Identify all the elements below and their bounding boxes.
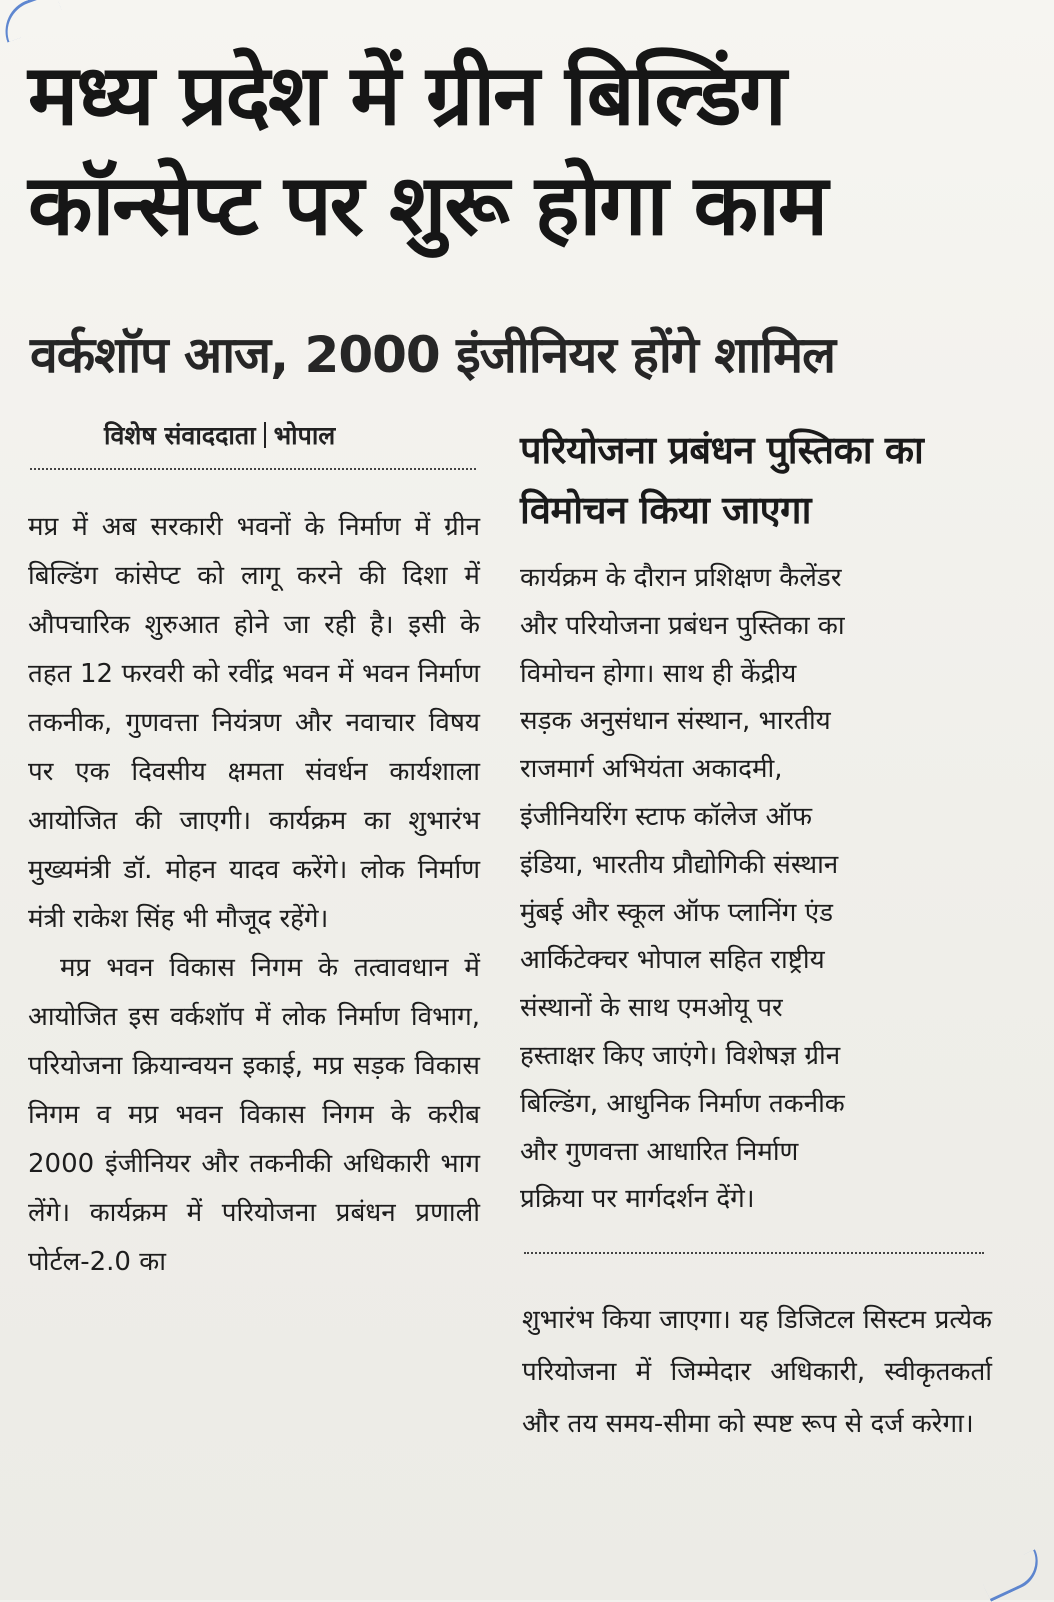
- subheadline: वर्कशॉप आज, 2000 इंजीनियर होंगे शामिल: [30, 326, 836, 384]
- byline-city: भोपाल: [273, 421, 336, 450]
- dotted-divider: [30, 468, 476, 470]
- body-line: राजमार्ग अभियंता अकादमी,: [520, 754, 783, 785]
- right-column: [520, 555, 982, 1224]
- body-line: इंजीनियरिंग स्टाफ कॉलेज ऑफ: [520, 801, 813, 832]
- dotted-divider: [524, 1252, 984, 1254]
- byline: [104, 416, 335, 456]
- body-paragraph: मप्र में अब सरकारी भवनों के निर्माण में ग्रीन बिल्डिंग कांसेप्ट को लागू करने की दिशा में औपचारिक शुरुआत होने जा रही है। इसी के तहत 12 फरवरी को रवींद्र भवन में भवन निर्माण तकनीक, गुणवत्ता नियंत्रण और नवाचार विषय पर एक दिवसीय क्षमता संवर्धन कार्यशाला आयोजित की जाएगी। कार्यक्रम का शुभारंभ मुख्यमंत्री डॉ. मोहन यादव करेंगे। लोक निर्माण मंत्री राकेश सिंह भी मौजूद रहेंगे।: [28, 512, 480, 934]
- body-line: सड़क अनुसंधान संस्थान, भारतीय: [520, 706, 831, 737]
- body-line: और गुणवत्ता आधारित निर्माण: [520, 1136, 799, 1167]
- headline: मध्य प्रदेश में ग्रीन बिल्डिंग कॉन्सेप्ट पर शुरू होगा काम: [28, 46, 827, 254]
- body-line: विमोचन होगा। साथ ही केंद्रीय: [520, 658, 797, 689]
- body-line: हस्ताक्षर किए जाएंगे। विशेषज्ञ ग्रीन: [520, 1040, 841, 1071]
- right-column-continuation: [522, 1294, 992, 1450]
- pen-mark: [0, 0, 66, 43]
- right-column-subhead: परियोजना प्रबंधन पुस्तिका का विमोचन किया जाएगा: [520, 428, 924, 532]
- byline-author: विशेष संवाददाता: [104, 421, 256, 450]
- body-line: कार्यक्रम के दौरान प्रशिक्षण कैलेंडर: [520, 563, 842, 593]
- body-line: इंडिया, भारतीय प्रौद्योगिकी संस्थान: [520, 849, 839, 880]
- body-line: बिल्डिंग, आधुनिक निर्माण तकनीक: [520, 1088, 845, 1119]
- body-line: प्रक्रिया पर मार्गदर्शन देंगे।: [520, 1184, 755, 1215]
- pen-mark: [979, 1549, 1047, 1601]
- body-line: आर्किटेक्चर भोपाल सहित राष्ट्रीय: [520, 945, 825, 976]
- byline-separator: [264, 422, 266, 448]
- body-line: मुंबई और स्कूल ऑफ प्लानिंग एंड: [520, 897, 833, 928]
- body-line: और परियोजना प्रबंधन पुस्तिका का: [520, 610, 845, 641]
- body-paragraph: मप्र भवन विकास निगम के तत्वावधान में आयोजित इस वर्कशॉप में लोक निर्माण विभाग, परियोजना क्रियान्वयन इकाई, मप्र सड़क विकास निगम व मप्र भवन विकास निगम के करीब 2000 इंजीनियर और तकनीकी अधिकारी भाग लेंगे। कार्यक्रम में परियोजना प्रबंधन प्रणाली पोर्टल-2.0 का: [28, 953, 480, 1277]
- left-column: [28, 503, 480, 1287]
- body-paragraph: शुभारंभ किया जाएगा। यह डिजिटल सिस्टम प्रत्येक परियोजना में जिम्मेदार अधिकारी, स्वीकृतकर्ता और तय समय-सीमा को स्पष्ट रूप से दर्ज करेगा।: [522, 1305, 992, 1439]
- body-line: संस्थानों के साथ एमओयू पर: [520, 993, 783, 1024]
